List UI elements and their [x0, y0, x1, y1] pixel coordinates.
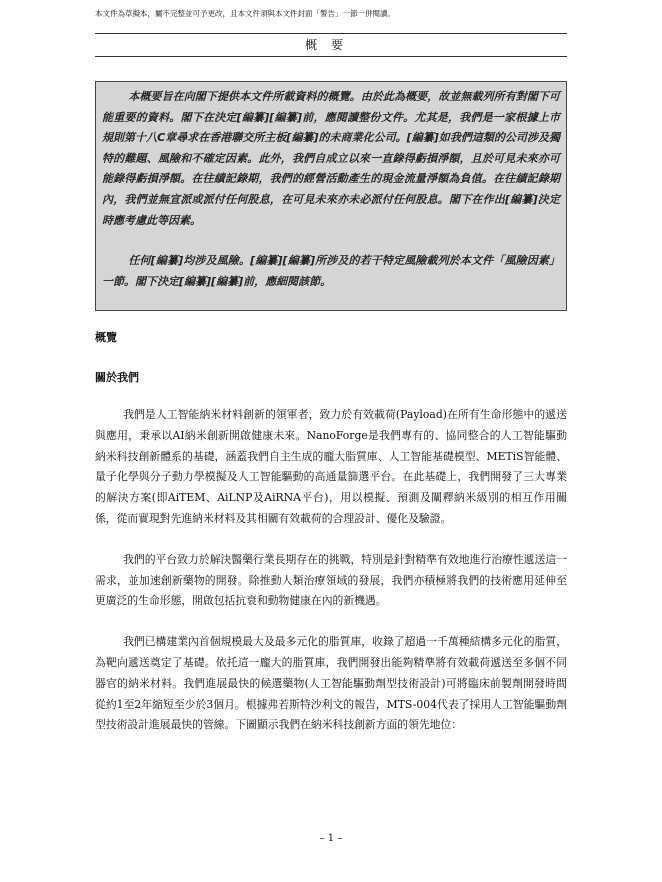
draft-notice: 本文件為草擬本，屬不完整並可予更改，且本文件須與本文件封面「警告」一節一併閱讀。: [95, 9, 395, 18]
body-text: [95, 405, 567, 756]
warning-paragraph: 任何[編纂]均涉及風險。[編纂][編纂]所涉及的若干特定風險載列於本文件「風險因素」一節。閣下決定[編纂][編纂]前，應細閱該節。: [102, 254, 560, 288]
body-paragraph: 我們的平台致力於解決醫藥行業長期存在的挑戰，特別是針對精準有效地進行治療性遞送這一需求，並加速創新藥物的開發。除推動人類治療領域的發展，我們亦積極將我們的技術應用延伸至更廣泛的生命形態，開啟包括抗衰和動物健康在內的新機遇。: [95, 552, 567, 608]
section-title: 概要: [304, 38, 357, 52]
heading-about-us: 關於我們: [95, 371, 139, 384]
title-top-rule: [95, 33, 567, 34]
page-number: – 1 –: [319, 833, 343, 844]
summary-warning-box: [95, 81, 567, 311]
body-paragraph: 我們已構建業內首個規模最大及最多元化的脂質庫，收錄了超過一千萬種結構多元化的脂質，為靶向遞送奠定了基礎。依托這一龐大的脂質庫，我們開發出能夠精準將有效載荷遞送至多個不同器官的納米材料。我們進展最快的候選藥物(人工智能驅動劑型技術設計)可將臨床前製劑開發時間從約1至2年縮短至少於3個月。根據弗若斯特沙利文的報告，MTS-004代表了採用人工智能驅動劑型技術設計進展最快的管線。下圖顯示我們在納米科技創新方面的領先地位：: [95, 635, 567, 732]
title-bottom-rule: [95, 56, 567, 57]
heading-overview: 概覽: [95, 331, 117, 344]
warning-paragraph: 本概要旨在向閣下提供本文件所載資料的概覽。由於此為概要，故並無載列所有對閣下可能重要的資料。閣下在決定[編纂][編纂]前，應閱讀整份文件。尤其是，我們是一家根據上市規則第十八C章尋求在香港聯交所主板[編纂]的未商業化公司。[編纂]如我們這類的公司涉及獨特的難題、風險和不確定因素。此外，我們自成立以來一直錄得虧損淨額，且於可見未來亦可能錄得虧損淨額。在往績記錄期，我們的經營活動產生的現金流量淨額為負值。在往績記錄期內，我們並無宣派或派付任何股息，在可見未來亦未必派付任何股息。閣下在作出[編纂]決定時應考慮此等因素。: [102, 90, 560, 227]
body-paragraph: 我們是人工智能納米材料創新的領軍者，致力於有效載荷(Payload)在所有生命形態中的遞送與應用，秉承以AI納米創新開啟健康未來。NanoForge是我們專有的、協同整合的人工智能驅動納米科技創新體系的基礎，涵蓋我們自主生成的龐大脂質庫、人工智能基礎模型、METiS智能體、量子化學與分子動力學模擬及人工智能驅動的高通量篩選平台。在此基礎上，我們開發了三大專業的解決方案(即AiTEM、AiLNP及AiRNA平台)，用以模擬、預測及闡釋納米級別的相互作用關係，從而實現對先進納米材料及其相關有效載荷的合理設計、優化及驗證。: [95, 408, 567, 525]
